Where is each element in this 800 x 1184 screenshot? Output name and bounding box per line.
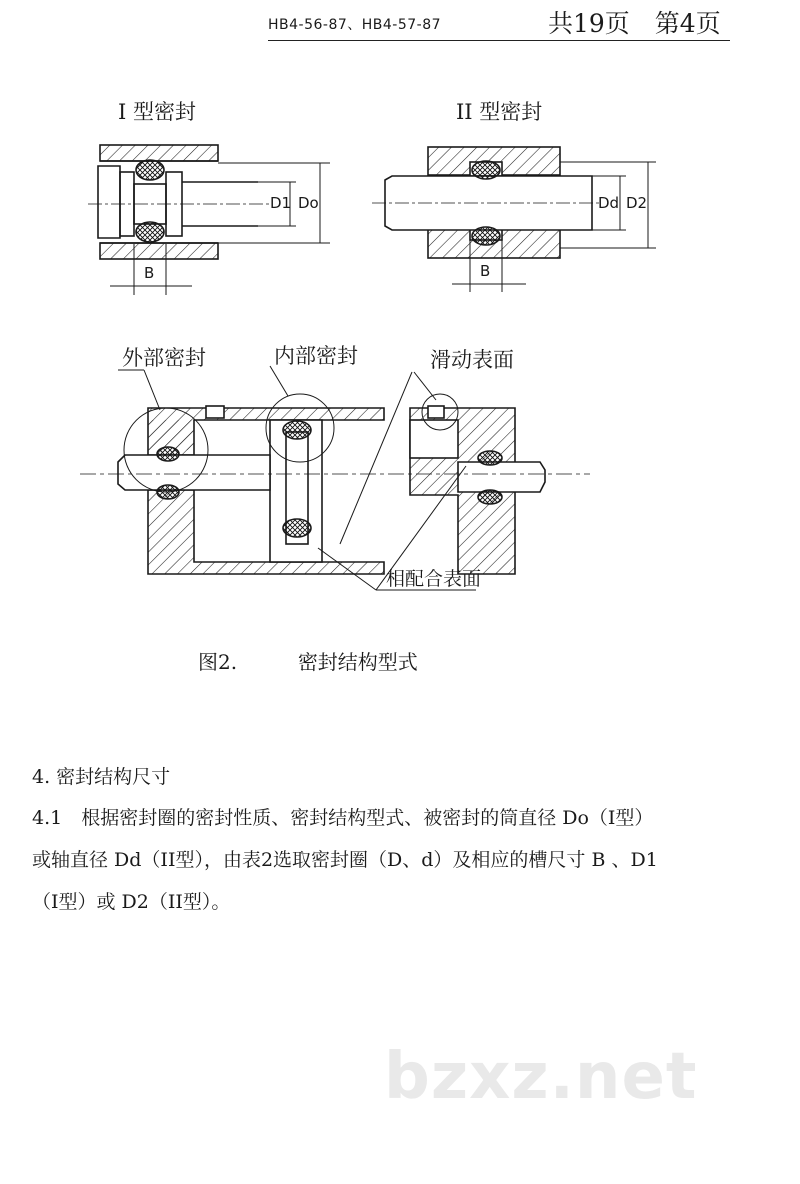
type1-seal-drawing bbox=[88, 145, 330, 295]
dim-label-d1: D1 bbox=[270, 194, 292, 212]
figure-caption-text: 密封结构型式 bbox=[297, 650, 418, 674]
label-outer-seal: 外部密封 bbox=[122, 346, 206, 370]
label-sliding-surface: 滑动表面 bbox=[430, 348, 514, 372]
dim-label-dd: Dd bbox=[598, 194, 620, 212]
type2-seal-title: II 型密封 bbox=[456, 100, 543, 124]
dim-label-b-type2: B bbox=[480, 262, 491, 280]
dim-label-b-type1: B bbox=[144, 264, 155, 282]
paragraph-line-2: 或轴直径 Dd（II型），由表2选取密封圈（D、d）及相应的槽尺寸 B 、D1 bbox=[32, 849, 658, 871]
paragraph-line-1: 4.1 根据密封圈的密封性质、密封结构型式、被密封的筒直径 Do（I型） bbox=[32, 807, 654, 829]
type2-seal-drawing bbox=[372, 147, 656, 292]
label-mating-surface: 相配合表面 bbox=[386, 568, 482, 590]
figure-caption-number: 图2. bbox=[198, 650, 238, 674]
header-standard-number: HB4-56-87、HB4-57-87 bbox=[268, 17, 442, 33]
watermark: bzxz.net bbox=[384, 1040, 698, 1114]
type1-seal-title: I 型密封 bbox=[118, 100, 196, 124]
label-inner-seal: 内部密封 bbox=[274, 344, 358, 368]
figure-caption bbox=[198, 646, 418, 675]
header-page-count: 共19页 第4页 bbox=[548, 9, 721, 38]
section-heading: 4. 密封结构尺寸 bbox=[32, 766, 171, 788]
cylinder-assembly-drawing bbox=[80, 366, 590, 590]
paragraph-line-3: （I型）或 D2（II型）。 bbox=[32, 891, 231, 913]
dim-label-d2: D2 bbox=[626, 194, 648, 212]
dim-label-do: Do bbox=[298, 194, 319, 212]
